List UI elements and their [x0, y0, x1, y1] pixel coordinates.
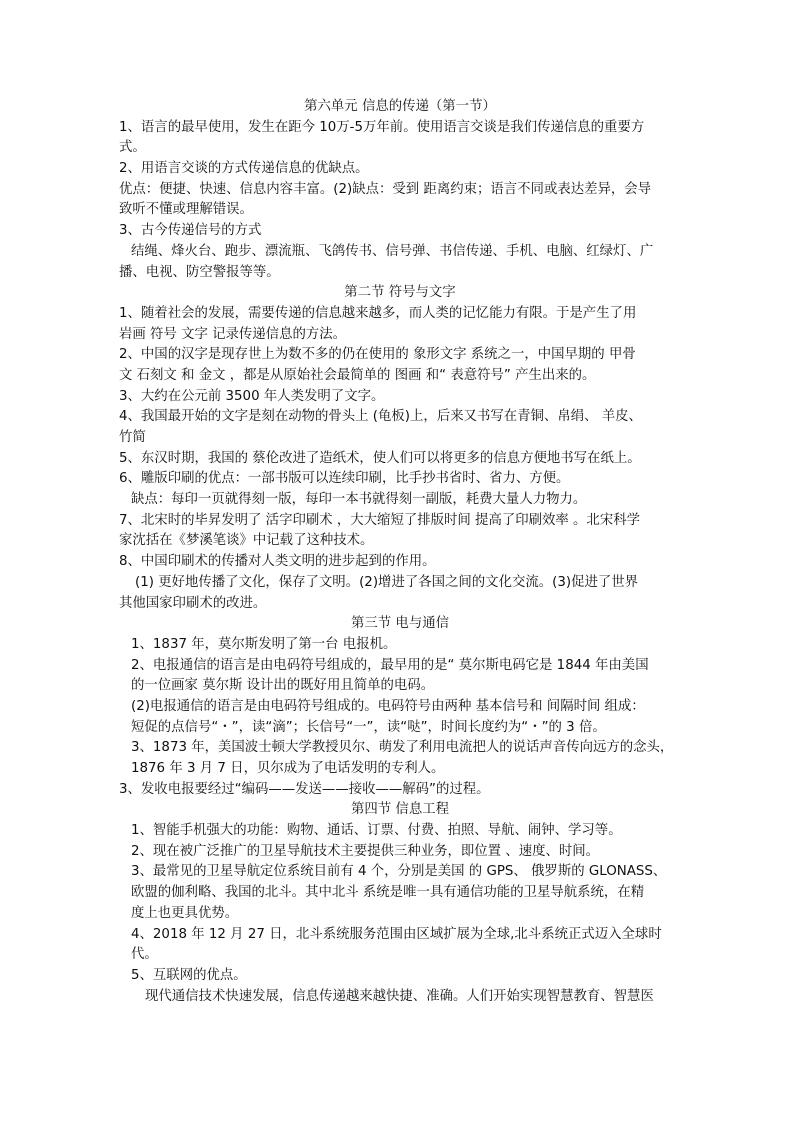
paragraph-line: 文 石刻文 和 金文 ，都是从原始社会最简单的 图画 和“ 表意符号” 产生出来的。	[119, 367, 596, 383]
paragraph-line: 3、最常见的卫星导航定位系统目前有 4 个，分别是美国 的 GPS、 俄罗斯的 GLONASS、	[131, 864, 667, 880]
section-title: 第二节 符号与文字	[344, 285, 456, 301]
paragraph-line: 1876 年 3 月 7 日，贝尔成为了电话发明的专利人。	[131, 761, 445, 776]
paragraph-line: 竹简	[119, 430, 146, 445]
paragraph-line: 2、现在被广泛推广的卫星导航技术主要提供三种业务，即位置 、速度、时间。	[131, 843, 600, 859]
paragraph-line: 3、古今传递信号的方式	[119, 223, 262, 239]
paragraph-line: 岩画 符号 文字 记录传递信息的方法。	[119, 326, 347, 342]
paragraph-line: 欧盟的伽利略、我国的北斗。其中北斗 系统是唯一具有通信功能的卫星导航系统，在精	[131, 885, 645, 901]
paragraph-line: 家沈括在《梦溪笔谈》中记载了这种技术。	[119, 533, 374, 549]
paragraph-line: 1、随着社会的发展，需要传递的信息越来越多，而人类的记忆能力有限。于是产生了用	[119, 305, 637, 321]
unit-title: 第六单元 信息的传递（第一节）	[304, 99, 496, 114]
paragraph-line: 短促的点信号“・”，读“滴”；长信号“一”，读“哒”，时间长度约为“・”的 3 倍。	[131, 719, 606, 735]
paragraph-line: 结绳、烽火台、跑步、漂流瓶、飞鸽传书、信号弹、书信传递、手机、电脑、红绿灯、广	[131, 243, 654, 259]
paragraph-line: (1) 更好地传播了文化，保存了文明。(2)增进了各国之间的文化交流。(3)促进了世界	[135, 574, 639, 590]
paragraph-line: 其他国家印刷术的改进。	[119, 595, 267, 611]
paragraph-line: 4、我国最开始的文字是刻在动物的骨头上 (龟板)上，后来又书写在青铜、帛绢、 羊皮、	[119, 409, 642, 425]
section-title: 第三节 电与通信	[351, 616, 449, 632]
paragraph-line: 8、中国印刷术的传播对人类文明的进步起到的作用。	[119, 554, 436, 570]
section-title: 第四节 信息工程	[351, 802, 449, 818]
paragraph-line: 1、智能手机强大的功能：购物、通话、订票、付费、拍照、导航、闹钟、学习等。	[131, 823, 622, 839]
paragraph-line: 现代通信技术快速发展，信息传递越来越快捷、准确。人们开始实现智慧教育、智慧医	[145, 988, 654, 1004]
paragraph-line: 3、大约在公元前 3500 年人类发明了文字。	[119, 388, 385, 404]
paragraph-line: 度上也更具优势。	[131, 905, 239, 921]
paragraph-line: 式。	[119, 140, 146, 156]
paragraph-line: 3、发收电报要经过“编码——发送——接收——解码”的过程。	[119, 781, 490, 797]
paragraph-line: 播、电视、防空警报等等。	[119, 264, 280, 280]
paragraph-line: 的一位画家 莫尔斯 设计出的既好用且简单的电码。	[131, 678, 435, 694]
paragraph-line: 缺点：每印一页就得刻一版，每印一本书就得刻一副版，耗费大量人力物力。	[131, 492, 587, 508]
paragraph-line: 6、雕版印刷的优点：一部书版可以连续印刷，比手抄书省时、省力、方便。	[119, 471, 570, 487]
paragraph-line: 致听不懂或理解错误。	[119, 202, 253, 218]
paragraph-line: 代。	[131, 947, 158, 963]
paragraph-line: 1、1837 年，莫尔斯发明了第一台 电报机。	[131, 636, 397, 652]
paragraph-line: 7、北宋时的毕昇发明了 活字印刷术 ，大大缩短了排版时间 提高了印刷效率 。北宋科学	[119, 512, 640, 528]
paragraph-line: 3、1873 年，美国波士顿大学教授贝尔、萌发了利用电流把人的说话声音传向远方的念头，	[131, 740, 674, 756]
paragraph-line: (2)电报通信的语言是由电码符号组成的。电码符号由两种 基本信号和 间隔时间 组成：	[131, 698, 645, 714]
paragraph-line: 4、2018 年 12 月 27 日，北斗系统服务范围由区域扩展为全球,北斗系统正式迈入全球时	[131, 926, 662, 942]
paragraph-line: 1、语言的最早使用，发生在距今 10万-5万年前。使用语言交谈是我们传递信息的重要方	[119, 119, 645, 135]
paragraph-line: 5、互联网的优点。	[131, 967, 247, 983]
document-body	[119, 97, 681, 1007]
paragraph-line: 2、用语言交谈的方式传递信息的优缺点。	[119, 161, 369, 177]
paragraph-line: 2、中国的汉字是现存世上为数不多的仍在使用的 象形文字 系统之一，中国早期的 甲骨	[119, 347, 636, 363]
paragraph-line: 优点：便捷、快速、信息内容丰富。(2)缺点：受到 距离约束；语言不同或表达差异，会导	[119, 181, 652, 197]
paragraph-line: 5、东汉时期，我国的 蔡伦改进了造纸术，使人们可以将更多的信息方便地书写在纸上。	[119, 450, 641, 466]
paragraph-line: 2、电报通信的语言是由电码符号组成的，最早用的是“ 莫尔斯电码它是 1844 年由美国	[131, 657, 649, 673]
